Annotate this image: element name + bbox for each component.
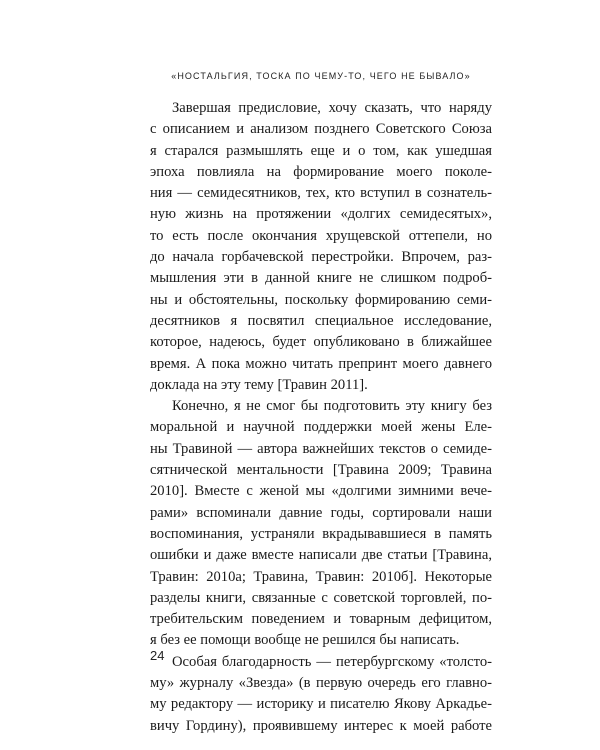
- page-number: 24: [150, 648, 165, 663]
- text-line: я старался размышлять еще и о том, как ушедшая: [150, 142, 492, 159]
- paragraph-1: [150, 98, 492, 396]
- text-line: рами» вспоминали давние годы, сортировали наши: [150, 504, 492, 521]
- text-line: мышления эти в данной книге не слишком подроб-: [150, 270, 492, 287]
- text-line: разделы книги, связанные с советской торговлей, по-: [150, 589, 492, 606]
- paragraph-3: [150, 652, 492, 737]
- text-line: му» журналу «Звезда» (в первую очередь его главно-: [150, 675, 492, 692]
- text-line: ния — семидесятников, тех, кто вступил в сознатель-: [150, 185, 492, 202]
- text-line: ную жизнь на протяжении «долгих семидесятых»,: [150, 206, 492, 223]
- text-line: сятнической ментальности [Травина 2009; Травина: [150, 462, 492, 479]
- paragraph-2: [150, 396, 492, 652]
- text-line: моральной и научной поддержки моей жены Еле-: [150, 419, 492, 436]
- text-line: Конечно, я не смог бы подготовить эту книгу без: [172, 398, 492, 415]
- text-line: доклада на эту тему [Травин 2011].: [150, 376, 368, 393]
- text-line: 2010]. Вместе с женой мы «долгими зимними вече-: [150, 483, 492, 500]
- text-line: Завершая предисловие, хочу сказать, что наряду: [172, 100, 492, 116]
- text-line: я без ее помощи вообще не решился бы написать.: [150, 632, 460, 649]
- running-head: «НОСТАЛЬГИЯ, ТОСКА ПО ЧЕМУ-ТО, ЧЕГО НЕ БЫВАЛО»: [171, 71, 471, 81]
- text-line: эпоха повлияла на формирование моего поколе-: [150, 163, 492, 180]
- text-line: ошибки и даже вместе написали две статьи [Травина,: [150, 547, 492, 564]
- text-line: му редактору — историку и писателю Якову Аркадье-: [150, 696, 492, 713]
- text-line: десятников я посвятил специальное исследование,: [150, 312, 492, 329]
- text-line: вичу Гордину), проявившему интерес к моей работе: [150, 717, 492, 734]
- body-text: [150, 98, 492, 737]
- text-line: время. А пока можно читать препринт моего давнего: [150, 355, 492, 372]
- text-line: Травин: 2010a; Травина, Травин: 2010б]. Некоторые: [150, 568, 492, 585]
- text-line: то есть после окончания хрущевской оттепели, но: [150, 227, 492, 244]
- text-line: требительским поведением и товарным дефицитом,: [150, 611, 492, 628]
- text-line: с описанием и анализом позднего Советского Союза: [150, 121, 492, 138]
- text-line: воспоминания, устраняли вкрадывавшиеся в память: [150, 525, 492, 542]
- text-line: ны и обстоятельны, поскольку формированию семи-: [150, 291, 492, 308]
- text-line: Особая благодарность — петербургскому «толсто-: [172, 653, 492, 670]
- text-line: ны Травиной — автора важнейших текстов о семиде-: [150, 440, 492, 457]
- text-line: до начала горбачевской перестройки. Впрочем, раз-: [150, 249, 492, 266]
- text-line: которое, надеюсь, будет опубликовано в ближайшее: [150, 334, 492, 351]
